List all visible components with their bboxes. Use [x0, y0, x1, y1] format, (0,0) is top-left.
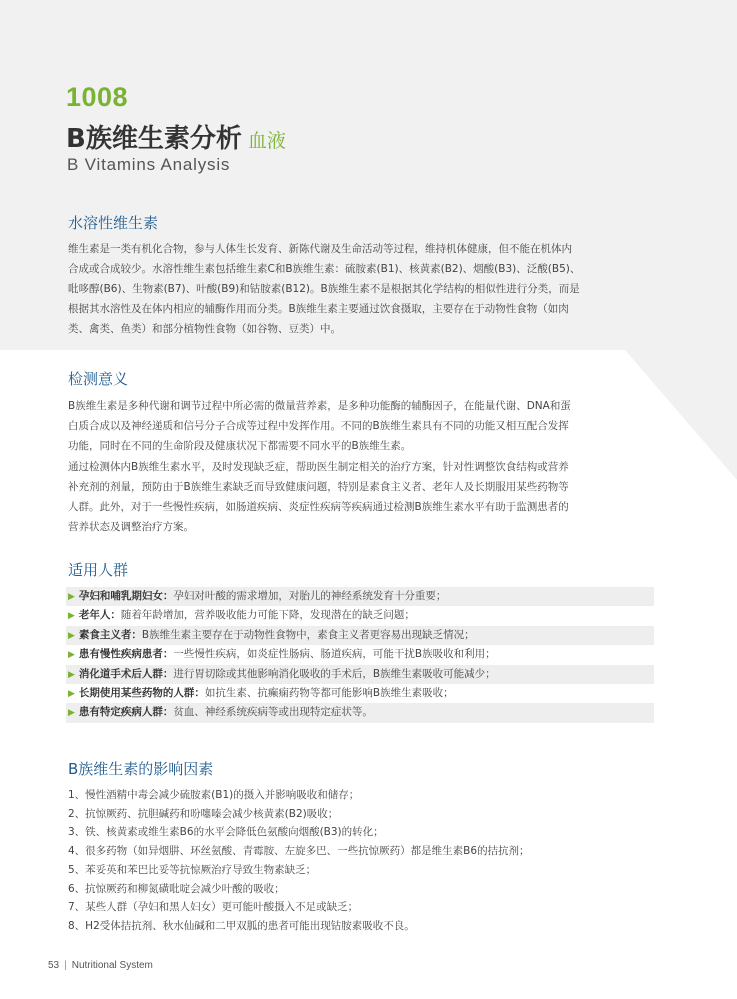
list-item — [66, 665, 654, 684]
test-code: 1008 — [66, 82, 129, 112]
paragraph-line: 吡哆醇(B6)、生物素(B7)、叶酸(B9)和钴胺素(B12)。B族维生素不是根据其化学结构的相似性进行分类，而是 — [68, 283, 580, 295]
audience-list — [66, 587, 654, 723]
factors-list — [68, 786, 658, 936]
list-item: 8、H2受体拮抗剂、秋水仙碱和二甲双胍的患者可能出现钴胺素吸收不良。 — [68, 919, 415, 932]
triangle-bullet-icon: ▶ — [68, 630, 75, 641]
page-footer — [48, 960, 153, 971]
water-soluble-paragraph — [68, 239, 654, 339]
triangle-bullet-icon: ▶ — [68, 688, 75, 699]
section-heading-water-soluble: 水溶性维生素 — [68, 214, 159, 232]
item-text: 孕妇对叶酸的需求增加，对胎儿的神经系统发育十分重要； — [173, 590, 447, 602]
page-number: 53 — [48, 960, 60, 971]
list-item: 6、抗惊厥药和柳氮磺吡啶会减少叶酸的吸收； — [68, 882, 285, 895]
page-title-suffix: 血液 — [247, 130, 286, 152]
list-item — [66, 645, 654, 664]
paragraph-line: 维生素是一类有机化合物，参与人体生长发育、新陈代谢及生命活动等过程，维持机体健康，但不能在机体内 — [68, 243, 572, 255]
item-text: 进行胃切除或其他影响消化吸收的手术后，B族维生素吸收可能减少； — [173, 667, 496, 680]
triangle-bullet-icon: ▶ — [68, 708, 75, 719]
item-text: B族维生素主要存在于动物性食物中，素食主义者更容易出现缺乏情况； — [141, 628, 475, 641]
item-label: 消化道手术后人群： — [78, 667, 174, 680]
list-item — [66, 606, 654, 625]
triangle-bullet-icon: ▶ — [68, 611, 75, 622]
list-item — [66, 703, 654, 722]
item-label: 患有慢性疾病患者： — [78, 648, 174, 661]
item-label: 孕妇和哺乳期妇女： — [78, 590, 174, 602]
significance-paragraph-1 — [68, 396, 654, 456]
section-heading-significance: 检测意义 — [68, 370, 129, 388]
triangle-bullet-icon: ▶ — [68, 592, 75, 602]
item-label: 素食主义者： — [78, 628, 142, 641]
list-item: 1、慢性酒精中毒会减少硫胺素(B1)的摄入并影响吸收和储存； — [68, 789, 360, 801]
footer-separator: | — [64, 960, 67, 971]
list-item: 7、某些人群（孕妇和黑人妇女）更可能叶酸摄入不足或缺乏； — [68, 901, 359, 914]
triangle-bullet-icon: ▶ — [68, 650, 75, 661]
paragraph-line: 根据其水溶性及在体内相应的辅酶作用而分类。B族维生素主要通过饮食摄取，主要存在于动物性食物（如肉 — [68, 303, 569, 315]
page-title — [66, 118, 286, 155]
paragraph-line: 类、禽类、鱼类）和部分植物性食物（如谷物、豆类）中。 — [68, 323, 341, 335]
item-label: 长期使用某些药物的人群： — [78, 686, 205, 699]
paragraph-line: 功能，同时在不同的生命阶段及健康状况下都需要不同水平的B族维生素。 — [68, 440, 412, 452]
footer-label: Nutritional System — [71, 960, 153, 971]
page-subtitle: B Vitamins Analysis — [67, 155, 231, 174]
list-item: 5、苯妥英和苯巴比妥等抗惊厥治疗导致生物素缺乏； — [68, 863, 317, 876]
item-text: 一些慢性疾病，如炎症性肠病、肠道疾病，可能干扰B族吸收和利用； — [173, 648, 496, 661]
item-text: 如抗生素、抗癫痫药物等都可能影响B族维生素吸收； — [204, 686, 454, 699]
list-item: 4、很多药物（如异烟肼、环丝氨酸、青霉胺、左旋多巴、一些抗惊厥药）都是维生素B6的拮抗剂； — [68, 845, 530, 858]
paragraph-line: 合成或合成较少。水溶性维生素包括维生素C和B族维生素：硫胺素(B1)、核黄素(B2)、烟酸(B3)、泛酸(B5)、 — [68, 263, 581, 275]
list-item — [66, 587, 654, 606]
list-item: 3、铁、核黄素或维生素B6的水平会降低色氨酸向烟酸(B3)的转化； — [68, 826, 384, 839]
item-label: 患有特定疾病人群： — [78, 706, 174, 719]
item-text: 贫血、神经系统疾病等或出现特定症状等。 — [173, 706, 373, 719]
paragraph-line: B族维生素是多种代谢和调节过程中所必需的微量营养素，是多种功能酶的辅酶因子，在能量代谢、DNA和蛋 — [68, 400, 571, 412]
paragraph-line: 人群。此外，对于一些慢性疾病，如肠道疾病、炎症性疾病等疾病通过检测B族维生素水平有助于监测患者的 — [68, 501, 569, 513]
paragraph-line: 营养状态及调整治疗方案。 — [68, 521, 194, 533]
paragraph-line: 补充剂的剂量，预防由于B族维生素缺乏而导致健康问题，特别是素食主义者、老年人及长期服用某些药物等 — [68, 481, 569, 493]
section-heading-factors: B族维生素的影响因素 — [68, 760, 214, 778]
paragraph-line: 通过检测体内B族维生素水平，及时发现缺乏症，帮助医生制定相关的治疗方案，针对性调整饮食结构或营养 — [68, 461, 569, 473]
paragraph-line: 白质合成以及神经递质和信号分子合成等过程中发挥作用。不同的B族维生素具有不同的功能又相互配合发挥 — [68, 420, 569, 432]
triangle-bullet-icon: ▶ — [68, 669, 75, 680]
significance-paragraph-2 — [68, 457, 654, 537]
list-item — [66, 684, 654, 703]
section-heading-audience: 适用人群 — [68, 561, 129, 579]
page-title-main: B族维生素分析 — [66, 124, 242, 154]
list-item — [66, 626, 654, 645]
list-item: 2、抗惊厥药、抗胆碱药和吩噻嗪会减少核黄素(B2)吸收； — [68, 807, 339, 820]
item-text: 随着年龄增加，营养吸收能力可能下降，发现潜在的缺乏问题； — [120, 609, 415, 622]
item-label: 老年人： — [78, 609, 121, 622]
